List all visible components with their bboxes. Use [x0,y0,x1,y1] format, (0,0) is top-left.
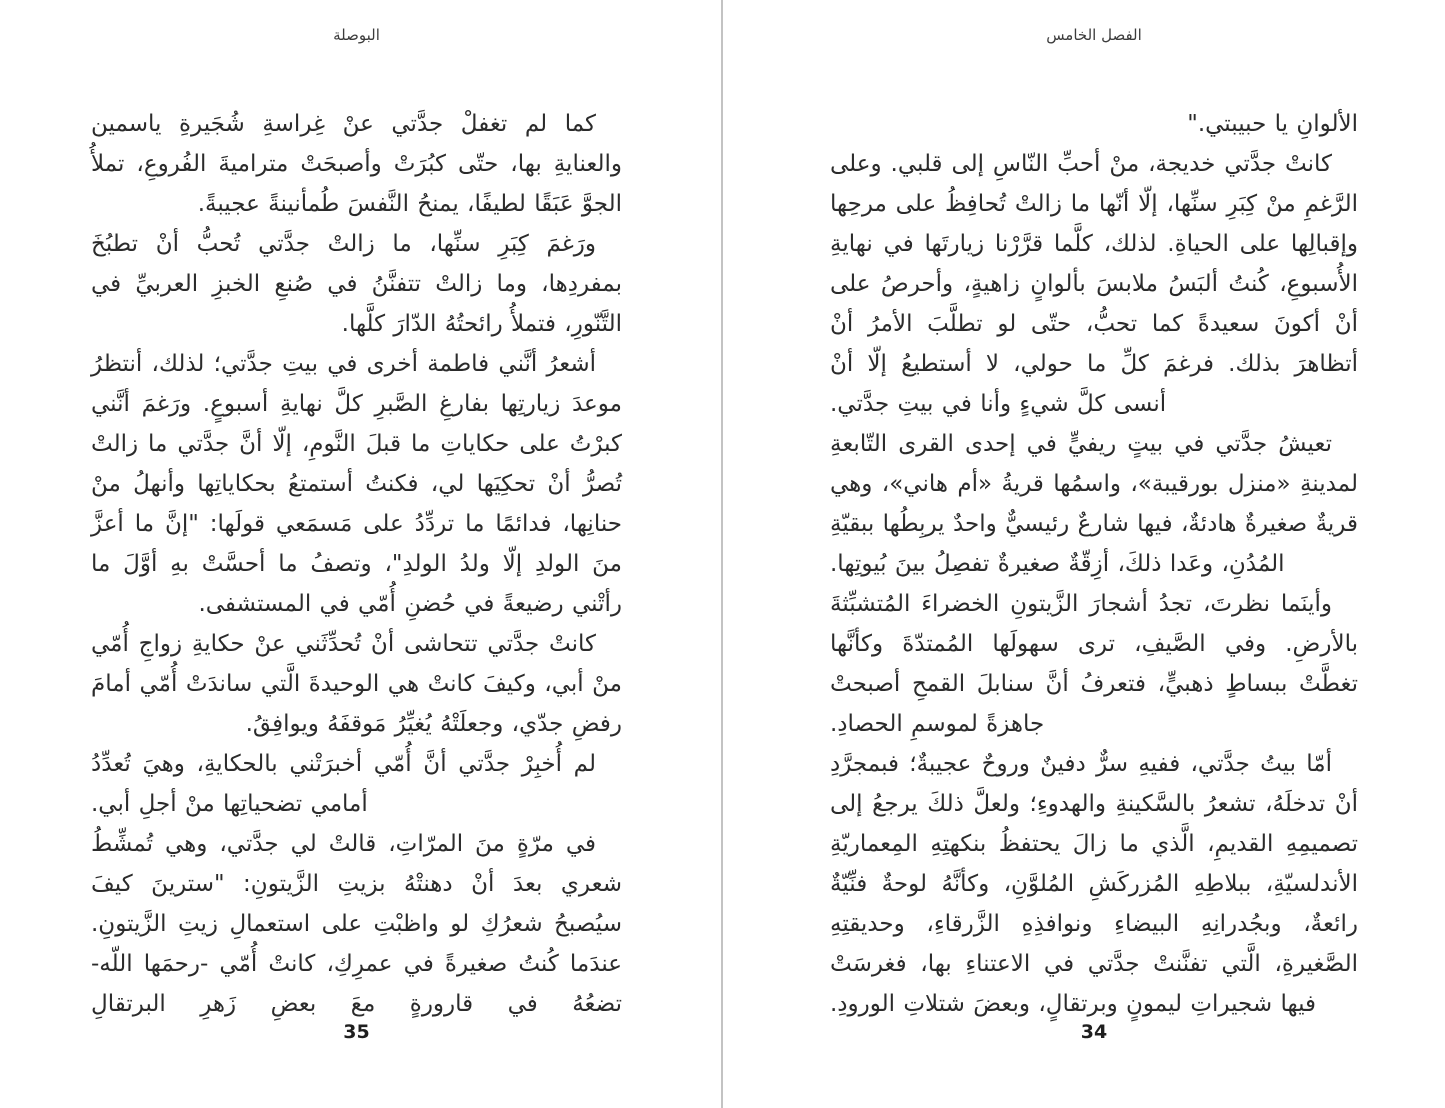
paragraph: وأينَما نظرتَ، تجدُ أشجارَ الزَّيتونِ الخضراءَ المُتشبِّثةَ بالأرضِ. وفي الصَّيفِ، ترى سهولَها المُمتدّةَ وكأنَّها تغطَّتْ ببساطٍ ذهبيٍّ، فتعرفُ أنَّ سنابلَ القمحِ أصبحتْ جاهزةً لموسمِ الحصادِ. [830,591,1358,737]
paragraph: أمّا بيتُ جدَّتي، ففيهِ سرٌّ دفينٌ وروحٌ عجيبةٌ؛ فبمجرَّدِ أنْ تدخلَهُ، تشعرُ بالسَّكينةِ والهدوءِ؛ ولعلَّ ذلكَ يرجعُ إلى تصميمِهِ القديمِ، الَّذي ما زالَ يحتفظُ بنكهتِهِ المِعماريّةِ الأندلسيّةِ، ببلاطِهِ المُزركَشِ المُلوَّنِ، وكأنَّهُ لوحةٌ فنِّيّةٌ رائعةٌ، وبجُدرانِهِ البيضاءِ ونوافذِهِ الزَّرقاءِ، وحديقتِهِ الصَّغيرةِ، الَّتي تفنَّنتْ جدَّتي في الاعتناءِ بها، فغرسَتْ فيها شجيراتِ ليمونٍ وبرتقالٍ، وبعضَ شتلاتِ الورودِ. [830,751,1358,1017]
page-number: 35 [343,1021,370,1043]
paragraph: كانتْ جدَّتي خديجة، منْ أحبِّ النّاسِ إلى قلبي. وعلى الرَّغمِ منْ كِبَرِ سنِّها، إلّا أنّها ما زالتْ تُحافِظُ على مرحِها وإقبالِها على الحياةِ. لذلك، كلَّما قرَّرْنا زيارتَها في نهايةِ الأُسبوعِ، كُنتُ ألبَسُ ملابسَ بألوانٍ زاهيةٍ، وأحرصُ على أنْ أكونَ سعيدةً كما تحبُّ، حتّى لو تطلَّبَ الأمرُ أنْ أتظاهرَ بذلك. فرغمَ كلِّ ما حولي، لا أستطيعُ إلّا أنْ أنسى كلَّ شيءٍ وأنا في بيتِ جدَّتي. [830,151,1358,417]
running-header-book-title: البوصلة [333,26,380,44]
paragraph: كانتْ جدَّتي تتحاشى أنْ تُحدِّثَني عنْ حكايةِ زواجِ أُمّي منْ أبي، وكيفَ كانتْ هي الوحيدةَ الَّتي ساندَتْ أُمّي أمامَ رفضِ جدّي، وجعلَتْهُ يُغيِّرُ مَوقفَهُ ويوافِقُ. [91,631,622,737]
paragraph: تعيشُ جدَّتي في بيتٍ ريفيٍّ في إحدى القرى التّابعةِ لمدينةِ «منزل بورقيبة»، واسمُها قريةُ «أم هاني»، وهي قريةٌ صغيرةٌ هادئةٌ، فيها شارعٌ رئيسيٌّ واحدٌ يربِطُها ببقيّةِ المُدُنِ، وعَدا ذلكَ، أزِقّةٌ صغيرةٌ تفصِلُ بينَ بُيوتِها. [830,431,1358,577]
running-header-chapter: الفصل الخامس [1046,26,1142,44]
page-right [830,0,1358,1108]
paragraph: في مرّةٍ منَ المرّاتِ، قالتْ لي جدَّتي، وهي تُمشِّطُ شعري بعدَ أنْ دهنتْهُ بزيتِ الزَّيتونِ: "سترينَ كيفَ سيُصبحُ شعرُكِ لو واظبْتِ على استعمالِ زيتِ الزَّيتونِ. عندَما كُنتُ صغيرةً في عمرِكِ، كانتْ أُمّي -رحمَها اللّه- تضعُهُ في قارورةٍ معَ بعضِ زَهرِ البرتقالِ [91,831,622,1017]
paragraph: الألوانِ يا حبيبتي." [1187,111,1358,137]
page-body [91,104,622,1024]
page-number: 34 [1080,1021,1108,1043]
page-body [830,104,1358,1024]
page-divider [721,0,723,1108]
page-left [91,0,622,1108]
paragraph: لم أُخبِرْ جدَّتي أنَّ أُمّي أخبرَتْني بالحكايةِ، وهيَ تُعدِّدُ أمامي تضحياتِها منْ أجلِ أبي. [91,751,596,817]
paragraph: كما لم تغفلْ جدَّتي عنْ غِراسةِ شُجَيرةِ ياسمين والعنايةِ بها، حتّى كبُرَتْ وأصبحَتْ متراميةَ الفُروعِ، تملأُ الجوَّ عَبَقًا لطيفًا، يمنحُ النَّفسَ طُمأنينةً عجيبةً. [91,111,622,217]
paragraph: أشعرُ أنَّني فاطمة أخرى في بيتِ جدَّتي؛ لذلك، أنتظرُ موعدَ زيارتِها بفارغِ الصَّبرِ كلَّ نهايةِ أسبوعٍ. ورَغمَ أنَّني كبرْتُ على حكاياتِ ما قبلَ النَّومِ، إلّا أنَّ جدَّتي ما زالتْ تُصرُّ أنْ تحكِيَها لي، فكنتُ أستمتعُ بحكاياتِها وأنهلُ منْ حنانِها، فدائمًا ما تردِّدُ على مَسمَعي قولَها: "إنَّ ما أعزَّ منَ الولدِ إلّا ولدُ الولدِ"، وتصفُ ما أحسَّتْ بهِ أوَّلَ ما رأتْني رضيعةً في حُضنِ أُمّي في المستشفى. [91,351,622,617]
paragraph: ورَغمَ كِبَرِ سنِّها، ما زالتْ جدَّتي تُحبُّ أنْ تطبُخَ بمفردِها، وما زالتْ تتفنَّنُ في صُنعِ الخبزِ العربيِّ في التَّنّورِ، فتملأُ رائحتُهُ الدّارَ كلَّها. [91,231,622,337]
